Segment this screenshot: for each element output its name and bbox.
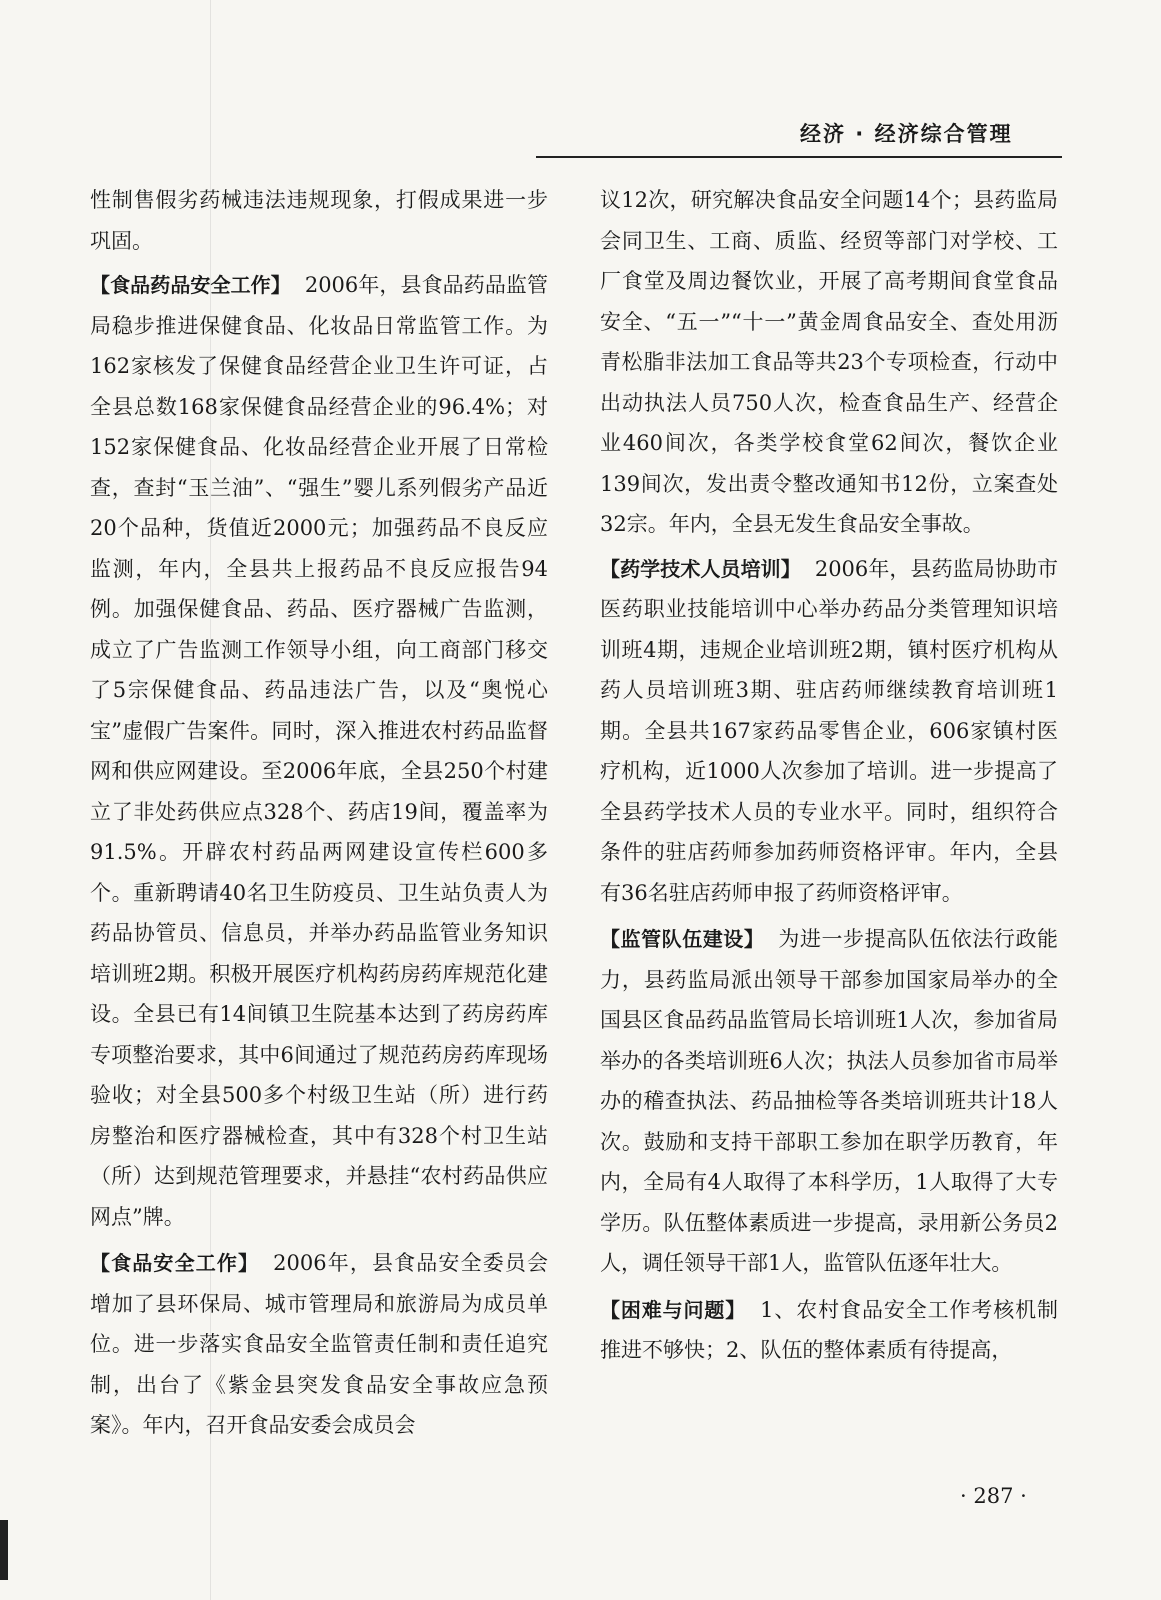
section-team-building bbox=[600, 919, 1058, 1284]
section-food-drug-safety bbox=[90, 265, 548, 1237]
section-heading: 【食品安全工作】 bbox=[90, 1251, 260, 1275]
header-rule bbox=[536, 156, 1062, 158]
section-heading: 【困难与问题】 bbox=[600, 1297, 747, 1322]
section-text: 1、农村食品安全工作考核机制推进不够快；2、队伍的整体素质有待提高， bbox=[600, 1297, 1058, 1362]
left-column bbox=[90, 180, 548, 1452]
section-heading: 【药学技术人员培训】 bbox=[600, 556, 801, 581]
section-difficulties bbox=[600, 1290, 1058, 1371]
section-text: 2006年，县食品药品监管局稳步推进保健食品、化妆品日常监管工作。为162家核发了保健食品经营企业卫生许可证，占全县总数168家保健食品经营企业的96.4%；对152家保健食品、化妆品经营企业开展了日常检查，查封“玉兰油”、“强生”婴儿系列假劣产品近20个品种，货值近2000元；加强药品不良反应监测，年内，全县共上报药品不良反应报告94例。加强保健食品、药品、医疗器械广告监测，成立了广告监测工作领导小组，向工商部门移交了5宗保健食品、药品违法广告，以及“奥悦心宝”虚假广告案件。同时，深入推进农村药品监督网和供应网建设。至2006年底，全县250个村建立了非处药供应点328个、药店19间，覆盖率为91.5%。开辟农村药品两网建设宣传栏600多个。重新聘请40名卫生防疫员、卫生站负责人为药品协管员、信息员，并举办药品监管业务知识培训班2期。积极开展医疗机构药房药库规范化建设。全县已有14间镇卫生院基本达到了药房药库专项整治要求，其中6间通过了规范药房药库现场验收；对全县500多个村级卫生站（所）进行药房整治和医疗器械检查，其中有328个村卫生站（所）达到规范管理要求，并悬挂“农村药品供应网点”牌。 bbox=[90, 273, 549, 1229]
right-opening-paragraph: 议12次，研究解决食品安全问题14个；县药监局会同卫生、工商、质监、经贸等部门对学校、工厂食堂及周边餐饮业，开展了高考期间食堂食品安全、“五一”“十一”黄金周食品安全、查处用沥青松脂非法加工食品等共23个专项检查，行动中出动执法人员750人次，检查食品生产、经营企业460间次，各类学校食堂62间次，餐饮企业139间次，发出责令整改通知书12份，立案查处32宗。年内，全县无发生食品安全事故。 bbox=[600, 188, 1058, 536]
section-heading: 【食品药品安全工作】 bbox=[90, 273, 291, 297]
section-food-safety bbox=[90, 1243, 548, 1446]
page-number: · 287 · bbox=[960, 1484, 1027, 1508]
right-column bbox=[600, 180, 1058, 1377]
section-pharma-training bbox=[600, 549, 1058, 914]
section-text: 为进一步提高队伍依法行政能力，县药监局派出领导干部参加国家局举办的全国县区食品药品监管局长培训班1人次，参加省局举办的各类培训班6人次；执法人员参加省市局举办的稽查执法、药品抽检等各类培训班共计18人次。鼓励和支持干部职工参加在职学历教育，年内，全局有4人取得了本科学历，1人取得了大专学历。队伍整体素质进一步提高，录用新公务员2人，调任领导干部1人，监管队伍逐年壮大。 bbox=[600, 927, 1059, 1275]
running-header: 经济 · 经济综合管理 bbox=[800, 122, 1013, 146]
binding-edge-mark bbox=[0, 1520, 8, 1580]
section-heading: 【监管队伍建设】 bbox=[600, 927, 765, 951]
left-opening-paragraph: 性制售假劣药械违法违规现象，打假成果进一步巩固。 bbox=[90, 188, 548, 253]
section-text: 2006年，县药监局协助市医药职业技能培训中心举办药品分类管理知识培训班4期，违规企业培训班2期，镇村医疗机构从药人员培训班3期、驻店药师继续教育培训班1期。全县共167家药品零售企业，606家镇村医疗机构，近1000人次参加了培训。进一步提高了全县药学技术人员的专业水平。同时，组织符合条件的驻店药师参加药师资格评审。年内，全县有36名驻店药师申报了药师资格评审。 bbox=[600, 556, 1059, 905]
section-text: 2006年，县食品安全委员会增加了县环保局、城市管理局和旅游局为成员单位。进一步落实食品安全监管责任制和责任追究制，出台了《紫金县突发食品安全事故应急预案》。年内，召开食品安委会成员会 bbox=[90, 1251, 548, 1437]
